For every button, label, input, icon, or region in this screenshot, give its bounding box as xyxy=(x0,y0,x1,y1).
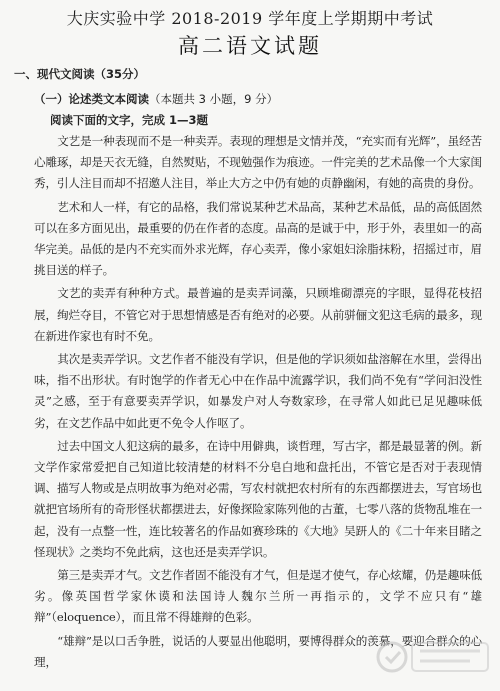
section-heading: 一、现代文阅读（35分） xyxy=(14,67,146,81)
paragraph: 第三是卖弄才气。文艺作者固不能没有才气，但是逞才使气，存心炫耀，仍是趣味低劣。像英国哲学家休谟和法国诗人魏尔兰所一再指示的，文学不应只有“雄辩”（eloquence），而且常不得雄辩的色彩。 xyxy=(34,568,482,625)
sub-heading xyxy=(34,91,278,107)
paragraph: 过去中国文人犯这病的最多，在诗中用僻典，谈哲理，写古字，都是最显著的例。新文学作家常爱把自己知道比较清楚的材料不分皂白地和盘托出，不管它是否对于表现情调、描写人物或是点明故事为绝对必需，写农村就把农村所有的东西都摆进去，写官场也就把官场所有的奇形怪状都摆进去，好像探险家陈列他的古董，七零八落的货物乱堆在一起，没有一点整一性，连比较著名的作品如赛珍珠的《大地》吴趼人的《二十年来目睹之怪现状》之类均不免此病，这也还是卖弄学识。 xyxy=(34,438,482,559)
passage-body xyxy=(34,131,482,675)
paragraph: 艺术和人一样，有它的品格，我们常说某种艺术品高，某种艺术品低，品的高低固然可以在多方面见出，最重要的仍在作者的态度。品高的是诚于中，形于外，表里如一的高华完美。品低的是内不充实而外求光辉，存心卖弄，像小家姐妇涂脂抹粉，招摇过市，眉挑目送的样子。 xyxy=(34,199,482,278)
paragraph: “雄辩”是以口舌争胜，说话的人要显出他聪明，要博得群众的羡慕，要迎合群众的心理， xyxy=(34,633,482,669)
paper-title: 高二语文试题 xyxy=(178,34,322,58)
reading-instruction: 阅读下面的文字，完成 1—3题 xyxy=(50,113,209,127)
exam-title: 大庆实验中学 2018-2019 学年度上学期期中考试 xyxy=(66,9,434,28)
watermark-logo xyxy=(374,631,494,687)
paragraph: 其次是卖弄学识。文艺作者不能没有学识，但是他的学识须如盐溶解在水里，尝得出味，指不出形状。有时饱学的作者无心中在作品中流露学识，我们尚不免有“学问汩没性灵”之感，至于有意要卖弄学识，如暴发户对人夸数家珍，在寻常人如此已足见趣味低劣，在文艺作品中如此更不免令人作呕了。 xyxy=(34,352,482,430)
paragraph: 文艺的卖弄有种种方式。最普遍的是卖弄词藻，只顾堆砌漂亮的字眼，显得花枝招展，绚烂夺目，不管它对于思想情感是否有绝对的必要。从前骈俪文犯这毛病的最多，现在新进作家也有时不免。 xyxy=(34,286,482,343)
paragraph: 文艺是一种表现而不是一种卖弄。表现的理想是文情并茂，“充实而有光辉”，虽经苦心雕琢，却是天衣无缝，自然熨贴，不现勉强作为痕迹。一件完美的艺术品像一个大家闺秀，引人注目而却不招邀人注目，举止大方之中仍有她的贞静幽闲，有她的高贵的身份。 xyxy=(34,134,482,191)
sub-heading-note: （本题共 3 小题，9 分） xyxy=(149,92,279,106)
sub-heading-title: （一）论述类文本阅读 xyxy=(34,92,149,106)
